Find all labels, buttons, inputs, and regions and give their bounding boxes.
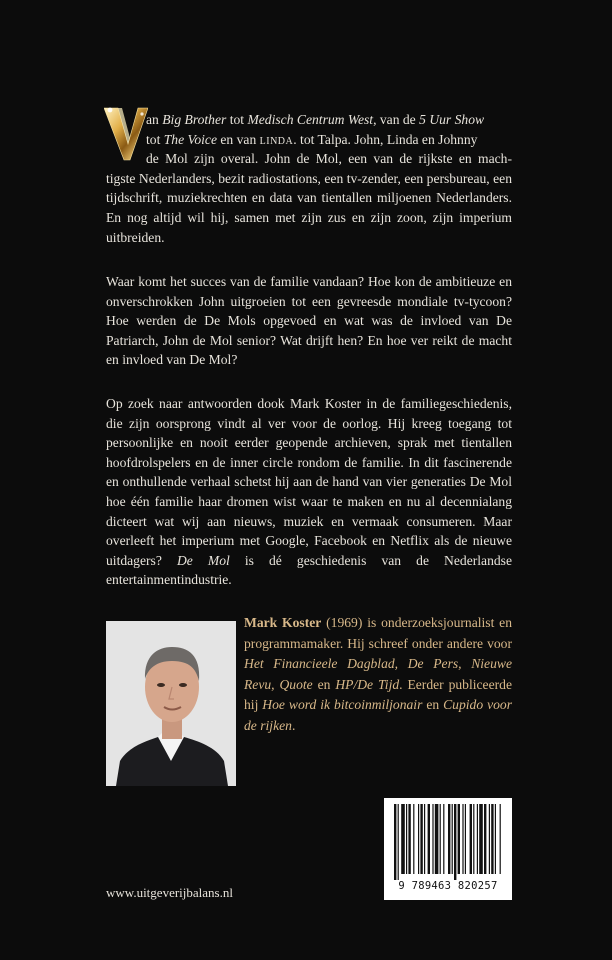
barcode-bar xyxy=(413,804,414,874)
isbn-number: 9 789463 820257 xyxy=(398,880,498,892)
question-paragraph: Waar komt het succes van de familie vandaan? Hoe kon de ambitieuze en onverschrokken John uitgroeien tot een gevreesde mondiale tv-tycoon? Hoe werden de De Mols opgevoed en wat was de invloed van De Patriarch, John de Mol senior? Wat drijft hen? En hoe ver reikt de macht en invloed van De Mol? xyxy=(106,274,512,368)
barcode-bar xyxy=(452,804,453,874)
intro-line-2-segment: The Voice xyxy=(163,131,217,147)
barcode-bar xyxy=(462,804,463,874)
barcode xyxy=(384,798,512,900)
research-main: Op zoek naar antwoorden dook Mark Koster in de familiegeschiedenis, die zijn oorsprong vindt al ver voor de oorlog. Hij kreeg toegang tot persoonlijke en nooit eerder geopende archieven, sprak met tientallen hoofdrolspelers en de inner circle rondom de familie. In dit fascinerende en onthullende verhaal schetst hij aan de hand van vier generaties De Mol hoe één familie haar dromen wist waar te maken en nu al decennialang dicteert wat wij aan nieuws, muziek en vermaak consumeren. Maar overleeft het imperium met Google, Facebook en Netflix als de nieuwe uitdagers? xyxy=(106,396,512,568)
bio-text-5: . xyxy=(291,717,296,733)
barcode-bar xyxy=(398,804,399,880)
research-tail: is dé geschiedenis van de Nederlandse entertainmentindustrie. xyxy=(106,552,512,588)
barcode-bar xyxy=(495,804,496,874)
barcode-bar xyxy=(479,804,483,874)
barcode-bar xyxy=(406,804,407,874)
intro-paragraph xyxy=(106,110,512,247)
intro-line-2-segment: tot xyxy=(146,131,164,147)
barcode-bar xyxy=(491,804,493,874)
intro-line-2-segment: . tot Talpa. John, Linda en Johnny xyxy=(293,131,478,147)
bio-book-2: Cupido voor de rijken xyxy=(244,697,512,733)
bio-text-1: (1969) is onderzoeksjournalist en programmamaker. Hij schreef onder andere voor xyxy=(244,615,513,651)
author-portrait-image xyxy=(106,621,236,786)
intro-line-1-segment: , van de xyxy=(373,112,420,127)
barcode-bar xyxy=(465,804,466,874)
intro-line-1-segment: Big Brother xyxy=(162,112,227,127)
intro-line-3: de Mol zijn overal. John de Mol, een van de rijkste en mach- xyxy=(146,151,512,167)
research-paragraph xyxy=(106,394,512,590)
author-photo xyxy=(106,621,236,786)
bio-text-2: en xyxy=(312,676,336,692)
barcode-bar xyxy=(432,804,433,874)
intro-line-2 xyxy=(106,130,512,150)
intro-line-2-segment: en van xyxy=(216,131,260,147)
barcode-bar xyxy=(458,804,460,874)
book-title: De Mol xyxy=(176,552,230,568)
bio-text-3: . Eerder publiceerde hij xyxy=(244,676,512,712)
barcode-bar xyxy=(424,804,425,874)
barcode-bar xyxy=(448,804,450,874)
barcode-bar xyxy=(394,804,396,880)
barcode-bar xyxy=(440,804,441,874)
barcode-bar xyxy=(454,804,456,880)
intro-line-1-segment: 5 Uur Show xyxy=(419,112,485,127)
author-bio xyxy=(244,613,512,736)
barcode-bar xyxy=(418,804,419,874)
barcode-bar xyxy=(489,804,490,874)
bio-book-1: Hoe word ik bitcoinmiljonair xyxy=(262,697,423,712)
intro-rest: tigste Nederlanders, bezit radiostations, een tv-zender, een persbureau, een tijdschrift, muziekrechten en data van tientallen miljoenen Nederlanders. En nog altijd wil hij, samen met zijn zus en zijn zoon, zijn imperium uitbreiden. xyxy=(106,170,512,245)
publisher-website[interactable]: www.uitgeverijbalans.nl xyxy=(106,885,233,900)
barcode-bar xyxy=(473,804,474,874)
barcode-bar xyxy=(500,804,501,874)
intro-line-1 xyxy=(106,110,512,130)
barcode-bar xyxy=(420,804,422,874)
intro-line-1-segment: Medisch Centrum West xyxy=(247,112,374,127)
barcode-bar xyxy=(435,804,439,874)
intro-line-1-segment: an xyxy=(146,112,163,127)
bio-text-4: en xyxy=(422,697,444,712)
barcode-bar xyxy=(484,804,486,874)
intro-line-2-segment: linda xyxy=(259,131,294,147)
bio-publications: Het Financieele Dagblad, De Pers, Nieuwe Revu, Quote xyxy=(244,656,512,692)
intro-line-1-segment: tot xyxy=(226,112,248,127)
author-name: Mark Koster xyxy=(244,615,322,630)
barcode-bar xyxy=(428,804,430,874)
barcode-bar xyxy=(443,804,444,874)
barcode-bar xyxy=(470,804,472,874)
barcode-bar xyxy=(401,804,405,874)
bio-publication-hp: HP/De Tijd xyxy=(335,676,400,692)
barcode-bar xyxy=(408,804,410,874)
barcode-bar xyxy=(477,804,478,874)
